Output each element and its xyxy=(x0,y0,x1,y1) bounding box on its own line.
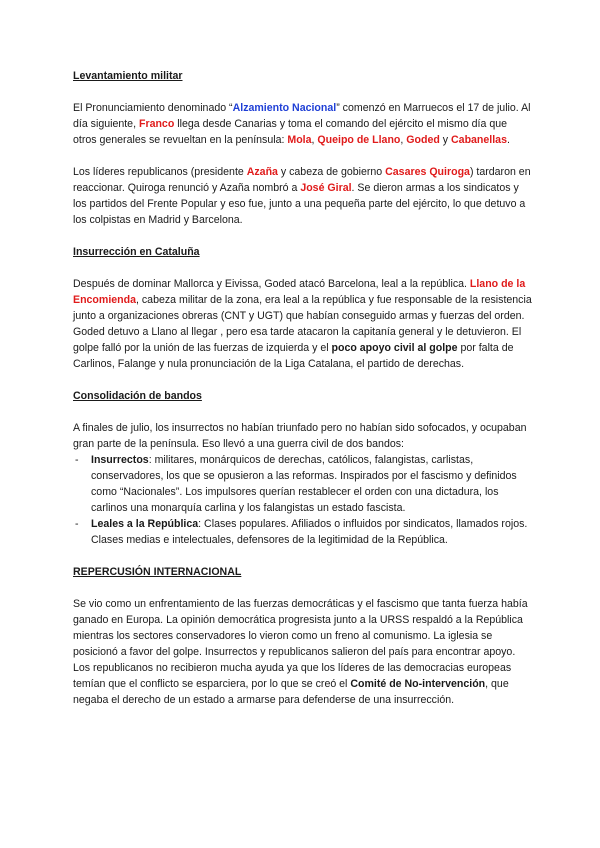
list-item xyxy=(73,452,533,516)
keyword-goded: Goded xyxy=(406,134,440,146)
keyword-cabanellas: Cabanellas xyxy=(451,134,507,146)
keyword-alzamiento-nacional: Alzamiento Nacional xyxy=(232,102,337,114)
document-body xyxy=(73,68,533,724)
bold-comite-no-intervencion: Comité de No-intervención xyxy=(350,678,486,690)
dash-bullet: - xyxy=(75,454,79,466)
keyword-jose-giral: José Giral xyxy=(300,182,352,194)
dash-bullet: - xyxy=(75,518,79,530)
text-run: ” comenzó en Marruecos el 17 de julio. Al día siguiente, xyxy=(73,102,531,130)
text-run: : Clases populares. Afiliados o influidos por sindicatos, llamados rojos. Clases medias e intelectuales, defensores de la legitimidad de la República. xyxy=(91,518,528,546)
section-consolidacion-de-bandos xyxy=(73,388,533,548)
text-run: Después de dominar Mallorca y Eivissa, Goded atacó Barcelona, leal a la república. xyxy=(73,278,470,290)
text-run: , que negaba el derecho de un estado a armarse para defenderse de una insurrección. xyxy=(73,678,509,706)
keyword-mola: Mola xyxy=(287,134,312,146)
paragraph xyxy=(73,100,533,148)
bold-poco-apoyo-civil: poco apoyo civil al golpe xyxy=(331,342,458,354)
paragraph xyxy=(73,276,533,372)
paragraph: A finales de julio, los insurrectos no habían triunfado pero no habían sido sofocados, y ocupaban gran parte de la península. Eso llevó a una guerra civil de dos bandos: xyxy=(73,422,527,450)
keyword-azana: Azaña xyxy=(246,166,278,178)
text-run: y cabeza de gobierno xyxy=(277,166,386,178)
keyword-casares-quiroga: Casares Quiroga xyxy=(385,166,470,178)
text-run: Los líderes republicanos (presidente xyxy=(73,166,247,178)
text-run: por falta de Carlinos, Falange y nula pronunciación de la Liga Catalana, el partido de derechas. xyxy=(73,342,514,370)
bold-term: Leales a la República xyxy=(91,518,199,530)
text-run: . Se dieron armas a los sindicatos y los partidos del Frente Popular y eso fue, junto a una pequeña parte del ejército, lo que detuvo a los colpistas en Madrid y Barcelona. xyxy=(73,182,526,226)
text-run: El Pronunciamiento denominado “ xyxy=(73,102,233,114)
section-heading: Consolidación de bandos xyxy=(73,390,202,402)
bandos-list xyxy=(73,452,533,548)
section-levantamiento-militar xyxy=(73,68,533,228)
bold-term: Insurrectos xyxy=(91,454,149,466)
text-run: Se vio como un enfrentamiento de las fuerzas democráticas y el fascismo que tanta fuerza había ganado en Europa. La opinión democrática progresista junto a la URSS respaldó a la República mientras los sectores conservadores lo vieron como un freno al comunismo. La iglesia se posicionó a favor del golpe. Insurrectos y republicanos salieron del país para encontrar apoyo. Los republicanos no recibieron mucha ayuda ya que los líderes de las democracias europeas temían que el conflicto se esparciera, por lo que se creó el xyxy=(73,598,528,690)
text-run: . xyxy=(506,134,510,146)
section-heading: Insurrección en Cataluña xyxy=(73,246,200,258)
text-run: , cabeza militar de la zona, era leal a la república y fue responsable de la resistencia junto a organizaciones obreras (CNT y UGT) que habían conseguido armas y fuerzas del orden. Goded detuvo a Llano al llegar , pero esa tarde atacaron la capitanía general y le detuvieron. El golpe falló por la unión de las fuerzas de izquierda y el xyxy=(73,294,532,354)
section-insurreccion-cataluna xyxy=(73,244,533,372)
text-run: : militares, monárquicos de derechas, católicos, falangistas, carlistas, conservadores, los que se opusieron a las reformas. Inspirados por el fascismo y definidos como “Nacionales”. Los impulsores querían restablecer el orden con una dictadura, los carlinos una monarquía carlina y los falangistas un estado fascista. xyxy=(91,454,517,514)
keyword-queipo-de-llano: Queipo de Llano xyxy=(317,134,401,146)
text-run: , xyxy=(311,134,318,146)
section-heading: Levantamiento militar xyxy=(73,70,183,82)
section-heading: REPERCUSIÓN INTERNACIONAL xyxy=(73,566,242,578)
text-run: , xyxy=(400,134,407,146)
section-repercusion-internacional xyxy=(73,564,533,708)
text-run: llega desde Canarias y toma el comando del ejército el mismo día que otros generales se revueltan en la península: xyxy=(73,118,508,146)
paragraph xyxy=(73,164,533,228)
paragraph xyxy=(73,596,533,708)
keyword-franco: Franco xyxy=(138,118,175,130)
text-run: ) tardaron en reaccionar. Quiroga renunció y Azaña nombró a xyxy=(73,166,531,194)
text-run: y xyxy=(439,134,452,146)
keyword-llano-de-la-encomienda: Llano de la Encomienda xyxy=(73,278,526,306)
list-item xyxy=(73,516,533,548)
